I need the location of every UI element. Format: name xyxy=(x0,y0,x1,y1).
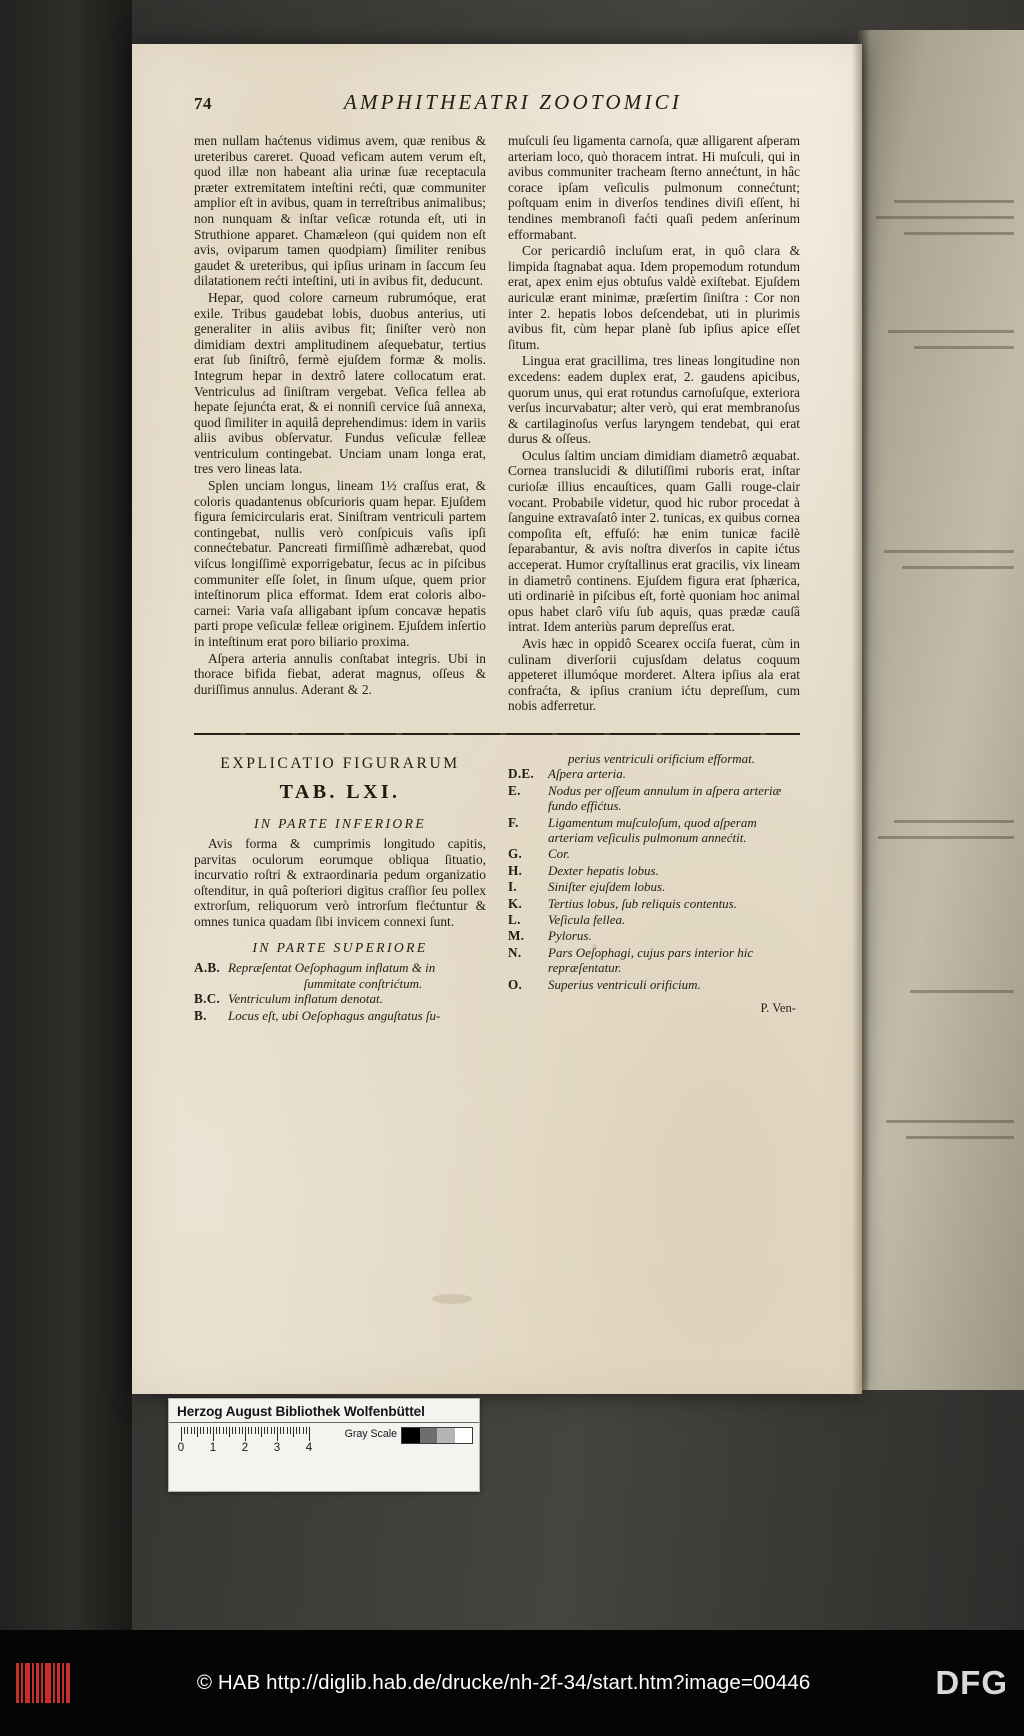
section-divider-rule xyxy=(194,733,800,735)
figure-key-item xyxy=(508,783,800,814)
ruler-numbers xyxy=(175,1442,345,1458)
ruler-number: 1 xyxy=(209,1442,217,1454)
subhead-superiore: IN PARTE SUPERIORE xyxy=(252,939,428,955)
figure-key-text: Superius ventriculi orificium. xyxy=(548,976,701,992)
figure-key-text: Nodus per oſſeum annulum in aſpera arteriæ fundo effićtus. xyxy=(548,782,782,814)
figure-key-label: G. xyxy=(508,846,523,862)
binding-gutter xyxy=(0,0,132,1630)
facing-page-ghost xyxy=(856,30,1024,1390)
figure-key-text: Veſicula fellea. xyxy=(548,912,626,928)
paragraph: Aſpera arteria annulis conſtabat integris. Ubi in thorace bifida fiebat, aderat magnus, oſſeus & duriſſimus annulus. Aderant & 2. xyxy=(194,650,486,697)
figure-key-text: Dexter hepatis lobus. xyxy=(548,862,659,878)
paragraph: muſculi ſeu ligamenta carnoſa, quæ alligarent aſperam arteriam loco, quò thoracem intrat. Hi muſculi, qui in avibus communiter tracheam ſterno annećtunt, in hâc corace ipſam veſiculis pulmonum connećtunt; poſtquam enim in diverſos tendines diviſi eſſent, hi tendines membranoſi faćti quaſi pedem anſerinum efformabant. xyxy=(508,133,800,242)
figure-key-item xyxy=(194,960,486,975)
scanned-page xyxy=(132,44,862,1394)
figure-key-text: Ligamentum muſculoſum, quod aſperam arteriam veſiculis pulmonum annećtit. xyxy=(548,814,757,845)
figure-key-item xyxy=(508,977,800,992)
figure-key-item xyxy=(508,912,800,927)
figure-key-continuation: ſummitate conſtrićtum. xyxy=(303,975,423,991)
ruler-number: 2 xyxy=(241,1442,249,1454)
explicatio-title: EXPLICATIO FIGURARUM xyxy=(220,754,460,772)
left-text-column xyxy=(194,133,486,715)
figure-key-item xyxy=(508,896,800,911)
figure-key-text: Cor. xyxy=(548,846,571,862)
figure-key-carryover: perius ventriculi orificium efformat. xyxy=(568,750,756,766)
figure-key-text: Aſpera arteria. xyxy=(548,766,626,782)
figure-key-label: L. xyxy=(508,912,521,928)
paragraph: Cor pericardiô incluſum erat, in quô clara & limpida ſtagnabat aqua. Idem propemodum rotundum erat, apex enim ejus obtuſus valdè exiſtebat. Ejuſdem auriculæ erant minimæ, præſertim ſiniſtra : Cor non inter 2. hepatis lobos deſcendebat, uti in plurimis avibus fit, cùm hepar planè ſub ipſius apice eſſet ſitum. xyxy=(508,243,800,352)
ruler-number: 4 xyxy=(305,1442,313,1454)
explicatio-right-column xyxy=(508,751,800,1024)
figure-key-label: B.C. xyxy=(194,991,221,1007)
figure-key-text: Siniſter ejuſdem lobus. xyxy=(548,879,666,895)
dfg-logo: DFG xyxy=(935,1664,1008,1701)
gray-patch xyxy=(455,1428,473,1443)
running-title: AMPHITHEATRI ZOOTOMICI xyxy=(343,90,683,114)
figure-key-label: D.E. xyxy=(508,766,535,782)
figure-key-label: H. xyxy=(508,862,523,878)
figure-key-item xyxy=(194,991,486,1006)
gray-scale-label: Gray Scale xyxy=(344,1428,397,1440)
explicatio-body-inferiore: Avis forma & cumprimis longitudo capitis, parvitas oculorum eorumque obliqua ſituatio, incurvatio roſtri & extraordinaria pedum organizatio oſtenditur, in quâ poſteriori digitus craſſior ſeu pollex extrorſum, reliquorum verò introrſum flećtuntur & omnes tunica quadam ſibi invicem connexi ſunt. xyxy=(194,835,486,929)
figure-key-text: Repræſentat Oeſophagum inflatum & in xyxy=(228,959,436,975)
figure-key-text: Tertius lobus, ſub reliquis contentus. xyxy=(548,895,737,911)
figure-key-item xyxy=(508,766,800,781)
ruler-scale xyxy=(175,1427,345,1467)
figure-key-item xyxy=(194,1008,486,1023)
figure-key-item xyxy=(508,815,800,846)
figure-key-item xyxy=(508,879,800,894)
explicatio-section xyxy=(194,751,800,1024)
ruler-number: 0 xyxy=(177,1442,185,1454)
figure-key-label: O. xyxy=(508,976,523,992)
paragraph: men nullam haćtenus vidimus avem, quæ renibus & ureteribus careret. Quoad veficam autem verum eſt, quod illæ non habeant alia urinæ ſuæ receptacula præter extremitatem inteſtini rećti, quæ communiter amplior eſt in avibus, quam in terreſtribus animalibus; non nunquam & inſtar veſicæ rotunda eſt, uti in Struthione apparet. Chamæleon (qui quidem non eſt avis, oviparum tamen quodpiam) ſimiliter renibus gaudet & ureteribus, qui ipſius urinam in ſaccum ſeu dilatationem rećti inteſtini, uti in avibus fit, deducunt. xyxy=(194,133,486,289)
paragraph: Splen unciam longus, lineam 1½ craſſus erat, & coloris quadantenus obſcurioris quam hepar. Ejuſdem figura ſemicircularis erat. Siniſtram ventriculi partem contingebat, nullis verò conſpicuis vaſis ipſi connećtebatur. Pancreati firmiſſimè adhærebat, quod viſcus longiſſimè exporrigebatur, ſecus ac in piſcibus communiter eſſe ſolet, in ſinum uſque, quem prior inteſtinorum plica efformat. Idem erat coloris albo-carnei: Varia vaſa alligabant ipſum concavæ hepatis parti prope veſiculæ felleæ originem. Ejuſdem inſertio in inteſtinum erat poro biliario proxima. xyxy=(194,478,486,649)
ruler-number: 3 xyxy=(273,1442,281,1454)
figure-key-label: B. xyxy=(194,1007,207,1023)
folio-number: 74 xyxy=(194,94,212,113)
library-name: Herzog August Bibliothek Wolfenbüttel xyxy=(177,1404,425,1419)
right-text-column xyxy=(508,133,800,715)
card-divider xyxy=(169,1422,479,1423)
figure-key-label: K. xyxy=(508,895,523,911)
figure-key-label: I. xyxy=(508,879,518,895)
main-text-columns xyxy=(194,133,800,715)
tab-number: TAB. LXI. xyxy=(279,780,401,803)
subhead-inferiore: IN PARTE INFERIORE xyxy=(253,815,427,831)
figure-key-label: A.B. xyxy=(194,959,221,975)
gray-patch xyxy=(420,1428,438,1443)
footer-bar xyxy=(0,1630,1024,1736)
figure-key-text: Ventriculum inflatum denotat. xyxy=(228,991,383,1007)
paragraph: Hepar, quod colore carneum rubrumóque, erat exile. Tribus gaudebat lobis, duobus anterius, uti generaliter in aliis avibus fit; ſiniſter verò non dimidiam dextri amplitudinem aſequebatur, tertius erat ſub ſiniſtrô, fermè ejuſdem formæ & molis. Integrum hepar in dextrô latere collocatum erat. Ventriculus ad ſiniſtram vergebat. Veſica fellea ab hepate ſejunćta erat, & ei nonniſi cervice ſuâ annexa, quod ſimiliter in aquilâ deprehendimus: idem in variis aliis avibus obſervatur. Fundus veſiculæ felleæ ventriculum contingebat. Unciam unam longa erat, tres vero lineas lata. xyxy=(194,289,486,477)
source-url: © HAB http://diglib.hab.de/drucke/nh-2f-34/start.htm?image=00446 xyxy=(196,1671,811,1694)
figure-key-item xyxy=(508,945,800,976)
gray-scale-patches xyxy=(401,1427,473,1444)
gray-patch xyxy=(402,1428,420,1443)
figure-key-item xyxy=(508,846,800,861)
figure-key-text: Pylorus. xyxy=(548,928,592,944)
explicatio-left-column xyxy=(194,751,486,1024)
calibration-card xyxy=(168,1398,480,1492)
figure-key-text: Pars Oeſophagi, cujus pars interior hic repræſentatur. xyxy=(548,944,754,976)
catchword: P. Ven- xyxy=(760,1001,796,1016)
barcode-icon xyxy=(16,1663,72,1703)
figure-key-item xyxy=(508,863,800,878)
ruler-ticks xyxy=(175,1427,345,1442)
figure-key-label: M. xyxy=(508,928,525,944)
figure-key-text: Locus eſt, ubi Oeſophagus anguſtatus ſu- xyxy=(228,1007,441,1023)
figure-key-label: N. xyxy=(508,944,522,960)
gray-patch xyxy=(437,1428,455,1443)
paragraph: Oculus ſaltim unciam dimidiam diametrô æquabat. Cornea translucidi & dilutiſſimi ruboris erat, inſtar curioſæ illius encauſtices, quam Galli rouge-clair vocant. Probabile videtur, quod hic rubor procedat à ſanguine extravaſatô inter 2. tunicas, ex quibus cornea compoſita eſt, effuſó: hæ enim tunicæ facilè ſeparabantur, & avis noſtra diverſos in capite ićtus acceperat. Humor cryſtallinus erat gracilis, vix lineam in diametrô continens. Ejuſdem figura erat ſphærica, uti ordinariè in piſcibus eſt, fortè quoniam hoc animal opus habet clarô viſu ſub aquis, quas prædæ cauſâ intrat. Idem anteriùs parum depreſſus erat. xyxy=(508,447,800,635)
figure-key-label: F. xyxy=(508,814,519,830)
figure-key-label: E. xyxy=(508,782,521,798)
paragraph: Lingua erat gracillima, tres lineas longitudine non excedens: eadem duplex erat, 2. gaudens apicibus, quorum unus, qui erat rotundus carnoſuſque, exteriora verſus incurvabatur; alter verò, qui erat membranoſus & cartilaginoſus verſus laryngem tendebat, qui erat durus & oſſeus. xyxy=(508,353,800,447)
page-header xyxy=(194,90,800,115)
paragraph: Avis hæc in oppidô Scearex occiſa fuerat, cùm in culinam diverſorii cujusſdam delatus coquum appeteret illumóque morderet. Altera ipſius ala erat confraćta, & ipſius cranium ićtu depreſſum, cum nobis adferretur. xyxy=(508,636,800,714)
figure-key-item xyxy=(508,928,800,943)
